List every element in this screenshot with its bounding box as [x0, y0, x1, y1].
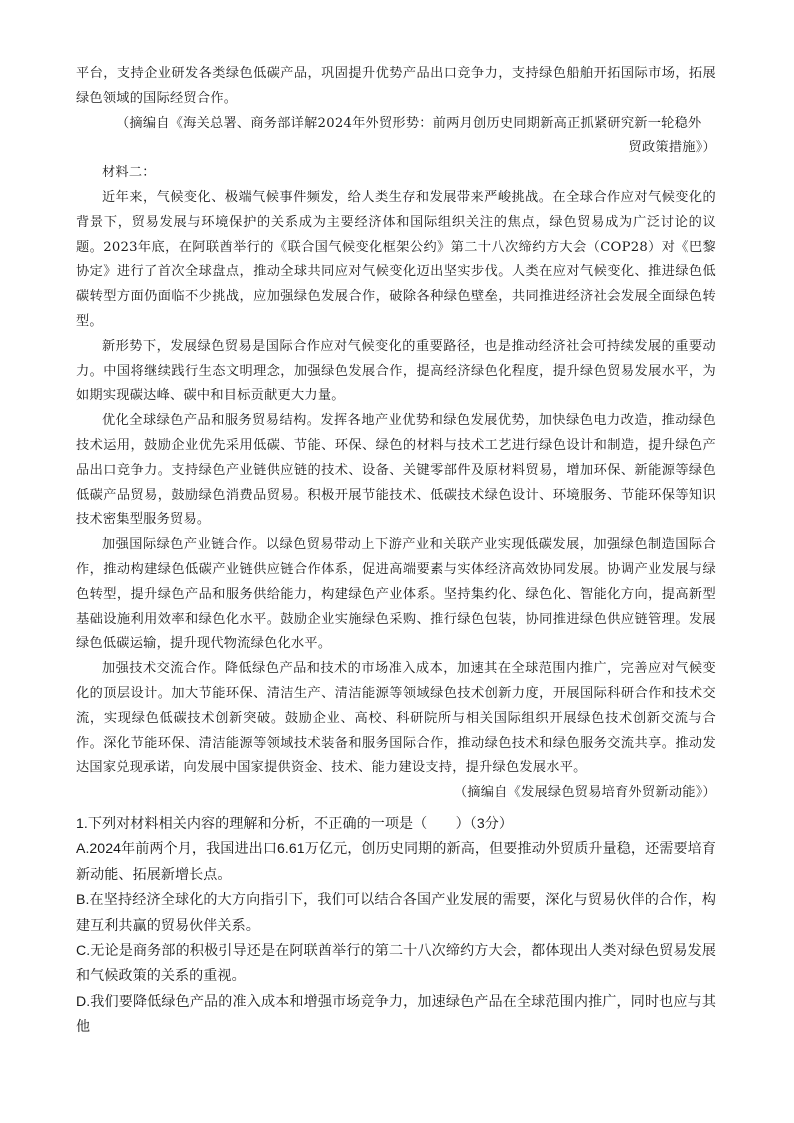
material2-paragraph: 优化全球绿色产品和服务贸易结构。发挥各地产业优势和绿色发展优势，加快绿色电力改造，推动绿色技术运用，鼓励企业优先采用低碳、节能、环保、绿色的材料与技术工艺进行绿色设计和制造，提升绿色产品出口竞争力。支持绿色产业链供应链的技术、设备、关键零部件及原材料贸易，增加环保、新能源等绿色低碳产品贸易，鼓励绿色消费品贸易。积极开展节能技术、低碳技术绿色设计、环境服务、节能环保等知识技术密集型服务贸易。 — [76, 413, 716, 528]
material1-tail-paragraph: 平台，支持企业研发各类绿色低碳产品，巩固提升优势产品出口竞争力，支持绿色船舶开拓国际市场，拓展绿色领域的国际经贸合作。 — [76, 66, 716, 106]
option-d: D.我们要降低绿色产品的准入成本和增强市场竞争力，加速绿色产品在全球范围内推广，同时也应与其他 — [76, 992, 716, 1035]
reading-passage — [76, 62, 716, 806]
material1-source-line-end: 贸政策措施》） — [628, 140, 716, 156]
material2-paragraph: 加强国际绿色产业链合作。以绿色贸易带动上下游产业和关联产业实现低碳发展，加强绿色制造国际合作，推动构建绿色低碳产业链供应链合作体系，促进高端要素与实体经济高效协同发展。协调产业发展与绿色转型，提升绿色产品和服务供给能力，构建绿色产业体系。坚持集约化、绿色化、智能化方向，提高新型基础设施利用效率和绿色化水平。鼓励企业实施绿色采购、推行绿色包装，协同推进绿色供应链管理。发展绿色低碳运输，提升现代物流绿色化水平。 — [76, 537, 716, 652]
material2-paragraph: 近年来，气候变化、极端气候事件频发，给人类生存和发展带来严峻挑战。在全球合作应对气候变化的背景下，贸易发展与环境保护的关系成为主要经济体和国际组织关注的焦点，绿色贸易成为广泛讨论的议题。2023年底，在阿联酋举行的《联合国气候变化框架公约》第二十八次缔约方大会（COP28）对《巴黎协定》进行了首次全球盘点，推动全球共同应对气候变化迈出坚实步伐。人类在应对气候变化、推进绿色低碳转型方面仍面临不少挑战，应加强绿色发展合作，破除各种绿色壁垒，共同推进经济社会发展全面绿色转型。 — [76, 189, 716, 329]
option-b: B.在坚持经济全球化的大方向指引下，我们可以结合各国产业发展的需要，深化与贸易伙伴的合作，构建互利共赢的贸易伙伴关系。 — [76, 891, 716, 933]
question-stem: 1.下列对材料相关内容的理解和分析，不正确的一项是（ ）（3分） — [76, 815, 514, 831]
question-1 — [76, 811, 716, 1040]
option-c: C.无论是商务部的积极引导还是在阿联酋举行的第二十八次缔约方大会，都体现出人类对绿色贸易发展和气候政策的关系的重视。 — [76, 942, 716, 984]
material2-heading: 材料二： — [102, 165, 156, 181]
material2-source-citation: （摘编自《发展绿色贸易培育外贸新动能》） — [453, 785, 716, 801]
material2-paragraph: 加强技术交流合作。降低绿色产品和技术的市场准入成本，加速其在全球范围内推广，完善应对气候变化的顶层设计。加大节能环保、清洁生产、清洁能源等领域绿色技术创新力度，开展国际科研合作和技术交流，实现绿色低碳技术创新突破。鼓励企业、高校、科研院所与相关国际组织开展绿色技术创新交流与合作。深化节能环保、清洁能源等领域技术装备和服务国际合作，推动绿色技术和绿色服务交流共享。推动发达国家兑现承诺，向发展中国家提供资金、技术、能力建设支持，提升绿色发展水平。 — [76, 661, 716, 776]
material1-source-line: （摘编自《海关总署、商务部详解2024年外贸形势：前两月创历史同期新高正抓紧研究新一轮稳外 — [116, 115, 702, 131]
option-a: A.2024年前两个月，我国进出口6.61万亿元，创历史同期的新高，但要推动外贸质升量稳，还需要培育新动能、拓展新增长点。 — [76, 840, 716, 882]
material2-paragraph: 新形势下，发展绿色贸易是国际合作应对气候变化的重要路径，也是推动经济社会可持续发展的重要动力。中国将继续践行生态文明理念，加强绿色发展合作，提高经济绿色化程度，提升绿色贸易发展水平，为如期实现碳达峰、碳中和目标贡献更大力量。 — [76, 338, 716, 404]
